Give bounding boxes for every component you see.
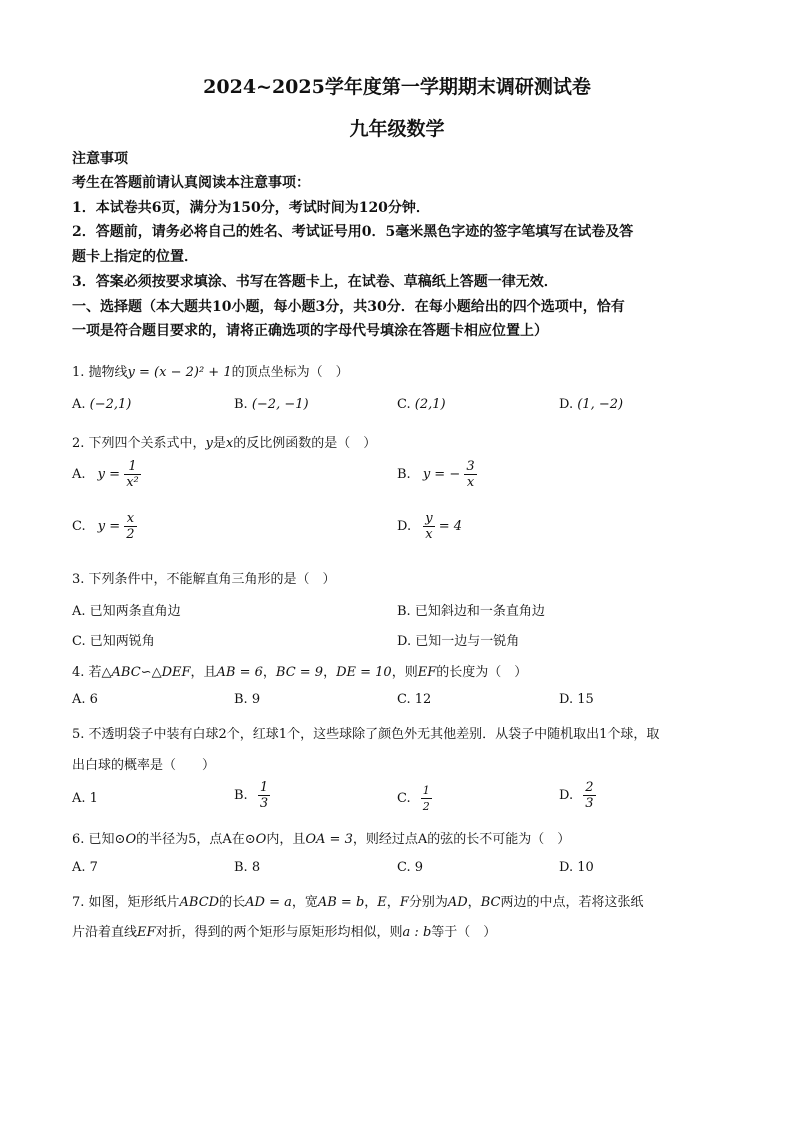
q7-l2b: 对折，得到的两个矩形与原矩形均相似，则	[155, 925, 403, 940]
q1-option-d	[559, 397, 623, 412]
q4-p1: 4. 若	[72, 665, 102, 680]
q7-ab: AB = b	[317, 895, 365, 910]
q3-option-d: D. 已知一边与一锐角	[397, 634, 520, 649]
q6-oa: OA = 3	[305, 832, 353, 847]
notice-item-2b: 题卡上指定的位置．	[72, 249, 198, 265]
q7-p5: ，	[386, 895, 400, 910]
q2-b-num: 3	[466, 459, 475, 474]
q7-p6: 分别为	[408, 895, 448, 910]
q2-option-a	[72, 459, 141, 490]
q2-a-num: 1	[128, 459, 137, 474]
q5-option-a: A. 1	[72, 791, 98, 806]
q7-p8: 两边的中点，若将这张纸	[500, 895, 644, 910]
q7-e: E	[377, 895, 387, 910]
q6-circle-2: ⊙O	[244, 832, 267, 847]
notice-item-3: 3．答案必须按要求填涂、书写在答题卡上，在试卷、草稿纸上答题一律无效．	[72, 274, 558, 290]
q4-p4: 的长度为（ ）	[436, 665, 528, 680]
q7-ad-2: AD	[447, 895, 468, 910]
notice-item-1: 1．本试卷共6页，满分为150分，考试时间为120分钟．	[72, 200, 430, 216]
q7-abcd: ABCD	[179, 895, 220, 910]
q2-d-den: x	[423, 526, 434, 542]
q7-l2a: 片沿着直线	[72, 925, 138, 940]
question-3-stem: 3. 下列条件中，不能解直角三角形的是（ ）	[72, 572, 336, 587]
q2-b-fraction	[464, 459, 476, 490]
exam-title: 2024~2025学年度第一学期期末调研测试卷	[203, 76, 591, 98]
q1-formula: y = (x − 2)² + 1	[127, 365, 232, 380]
q1-label-a: A.	[72, 397, 86, 412]
q4-de: DE = 10	[336, 665, 392, 680]
question-5-line1: 5. 不透明袋子中装有白球2个，红球1个，这些球除了颜色外无其他差别．从袋子中随机取出1个球，取	[72, 727, 660, 742]
q5-b-num: 1	[259, 780, 269, 795]
question-1-stem	[72, 361, 349, 380]
q6-option-d: D. 10	[559, 860, 594, 875]
q5-option-c	[397, 783, 432, 814]
q4-option-a: A. 6	[72, 692, 98, 707]
q2-c-num: x	[126, 511, 135, 526]
q4-ef: EF	[417, 665, 437, 680]
q2-a-fraction	[124, 459, 141, 490]
q4-p3: ，则	[391, 665, 418, 680]
q3-option-a: A. 已知两条直角边	[72, 604, 181, 619]
q2-label-d: D.	[397, 519, 412, 534]
q4-option-d: D. 15	[559, 692, 594, 707]
q2-c-fraction	[124, 511, 136, 542]
q2-c-lhs: y =	[97, 519, 121, 534]
section-heading-line2: 一项是符合题目要求的，请将正确选项的字母代号填涂在答题卡相应位置上）	[72, 323, 548, 339]
q2-x: x	[225, 436, 234, 451]
section-heading-line1: 一、选择题（本大题共10小题，每小题3分，共30分．在每小题给出的四个选项中，恰有	[72, 299, 625, 315]
q5-c-fraction	[421, 783, 432, 814]
q2-label-a: A.	[72, 467, 86, 482]
q2-label-c: C.	[72, 519, 86, 534]
q2-b-lhs: y = −	[422, 467, 461, 482]
q1-option-b	[234, 397, 309, 412]
q7-ratio: a : b	[402, 925, 432, 940]
q2-y: y	[205, 436, 213, 451]
q5-c-num: 1	[422, 784, 430, 797]
q5-option-d	[559, 780, 596, 811]
q5-label-c: C.	[397, 791, 411, 806]
q3-option-c: C. 已知两锐角	[72, 634, 155, 649]
q2-d-num: y	[425, 511, 433, 526]
q7-p3: ，宽	[291, 895, 318, 910]
q1-value-c: (2,1)	[414, 397, 446, 412]
q2-d-rhs: = 4	[438, 519, 463, 534]
q4-option-b: B. 9	[234, 692, 261, 707]
q7-p2: 的长	[219, 895, 246, 910]
q1-value-a: (−2,1)	[89, 397, 132, 412]
q5-d-den: 3	[585, 796, 594, 811]
q5-d-num: 2	[585, 780, 594, 795]
q3-option-b: B. 已知斜边和一条直角边	[397, 604, 545, 619]
q2-c-den: 2	[126, 527, 135, 542]
question-7-line1	[72, 891, 643, 910]
q2-a-lhs: y =	[97, 467, 121, 482]
notice-item-2a: 2．答题前，请务必将自己的姓名、考试证号用0．5毫米黑色字迹的签字笔填写在试卷及答	[72, 224, 634, 240]
q7-l2c: 等于（ ）	[431, 925, 497, 940]
q2-label-b: B.	[397, 467, 411, 482]
q5-label-b: B.	[234, 788, 248, 803]
q5-c-den: 2	[422, 800, 430, 813]
question-7-line2	[72, 921, 496, 940]
q1-value-d: (1, −2)	[577, 397, 624, 412]
q5-d-fraction	[583, 780, 595, 811]
question-4-stem	[72, 661, 527, 680]
q6-option-a: A. 7	[72, 860, 98, 875]
question-6-stem	[72, 828, 570, 847]
q1-prefix: 1. 抛物线	[72, 365, 128, 380]
q1-option-a	[72, 397, 131, 412]
q7-p1: 7. 如图，矩形纸片	[72, 895, 180, 910]
q7-ef: EF	[137, 925, 156, 940]
question-5-line2: 出白球的概率是（ ）	[72, 758, 216, 773]
q2-mid: 是	[212, 436, 226, 451]
q2-option-c	[72, 511, 137, 542]
q1-option-c	[397, 397, 446, 412]
q2-prefix: 2. 下列四个关系式中，	[72, 436, 206, 451]
question-2-stem	[72, 432, 376, 451]
q6-p4: ，则经过点A的弦的长不可能为（ ）	[352, 832, 571, 847]
q2-option-d	[397, 511, 462, 542]
exam-subtitle: 九年级数学	[349, 118, 445, 140]
q7-ad: AD = a	[245, 895, 292, 910]
q1-value-b: (−2, −1)	[251, 397, 309, 412]
q1-label-c: C.	[397, 397, 411, 412]
q2-suffix: 的反比例函数的是（ ）	[233, 436, 377, 451]
q4-option-c: C. 12	[397, 692, 432, 707]
q4-sep-2: ，	[323, 665, 337, 680]
q6-p2: 的半径为5，点A在	[136, 832, 245, 847]
q2-option-b	[397, 459, 477, 490]
notice-intro: 考生在答题前请认真阅读本注意事项：	[72, 175, 310, 191]
q6-p3: 内，且	[266, 832, 306, 847]
q7-bc: BC	[480, 895, 501, 910]
q6-p1: 6. 已知	[72, 832, 115, 847]
q4-bc: BC = 9	[275, 665, 324, 680]
q2-d-fraction	[423, 511, 434, 542]
q4-p2: ，且	[190, 665, 217, 680]
q5-option-b	[234, 780, 270, 811]
q1-suffix: 的顶点坐标为（ ）	[231, 365, 349, 380]
q2-a-den: x²	[126, 475, 139, 490]
q7-p7: ，	[467, 895, 481, 910]
q1-label-d: D.	[559, 397, 574, 412]
q7-f: F	[399, 895, 409, 910]
q7-p4: ，	[364, 895, 378, 910]
q6-option-b: B. 8	[234, 860, 261, 875]
q5-b-fraction	[258, 780, 270, 811]
q2-b-den: x	[464, 474, 476, 490]
q1-label-b: B.	[234, 397, 248, 412]
q4-sep-1: ，	[262, 665, 276, 680]
q6-option-c: C. 9	[397, 860, 424, 875]
notice-heading: 注意事项	[72, 151, 128, 167]
q5-b-den: 3	[259, 796, 269, 811]
q4-similarity: △ABC∽△DEF	[101, 665, 191, 680]
q6-circle-1: ⊙O	[114, 832, 137, 847]
q5-label-d: D.	[559, 788, 574, 803]
q4-ab: AB = 6	[216, 665, 263, 680]
